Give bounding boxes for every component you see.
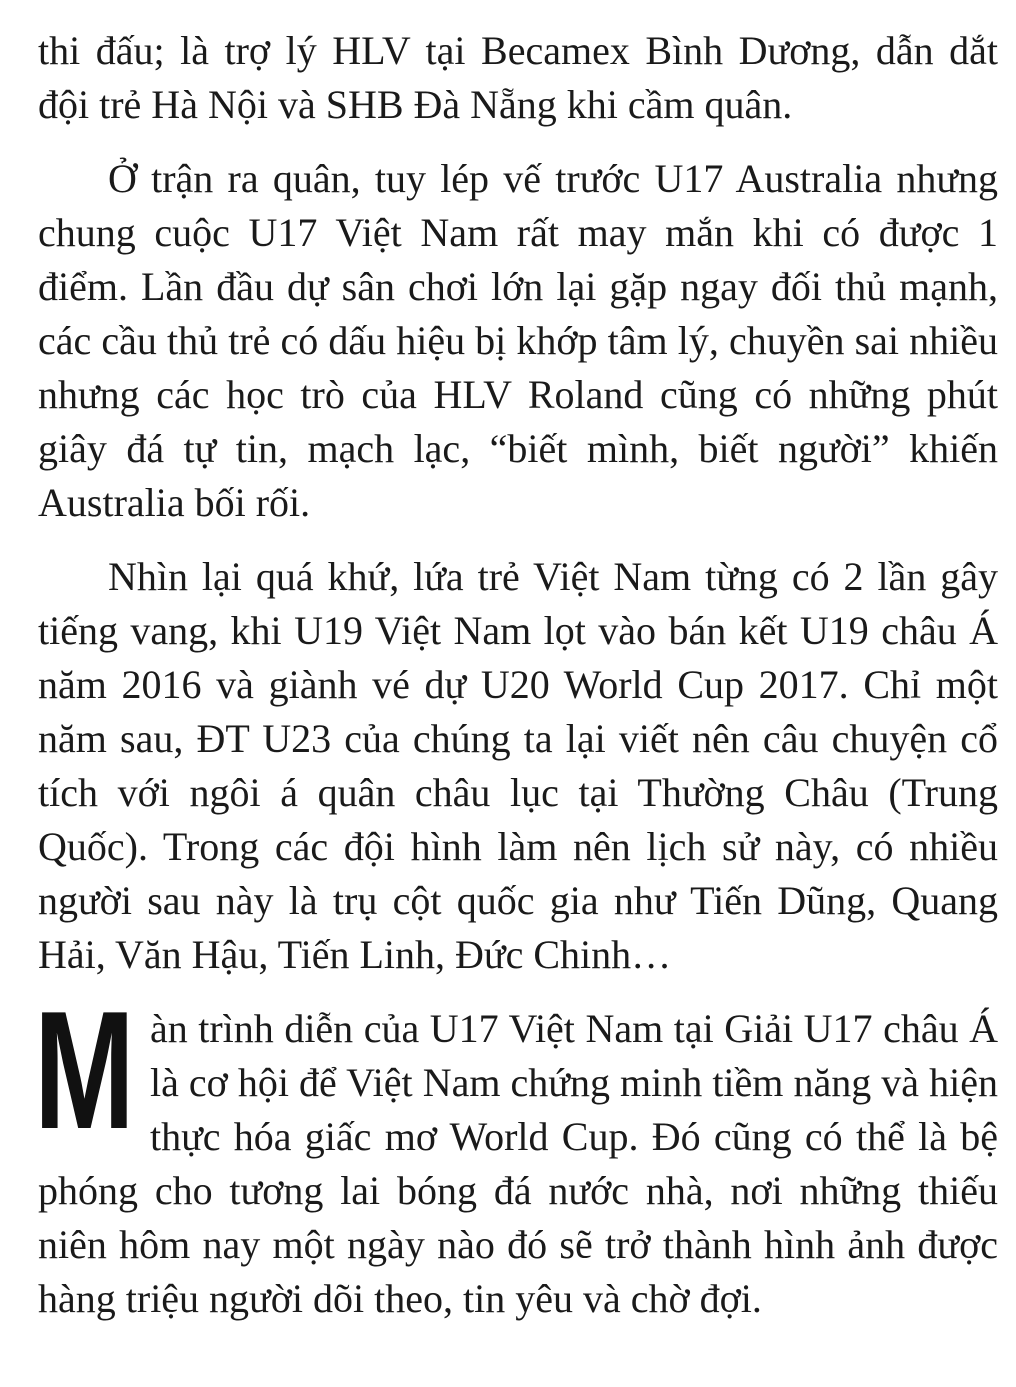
paragraph-closing [34,976,998,1326]
paragraph-opening-match: Ở trận ra quân, tuy lép vế trước U17 Australia nhưng chung cuộc U17 Việt Nam rất may mắn khi có được 1 điểm. Lần đầu dự sân chơi lớn lại gặp ngay đối thủ mạnh, các cầu thủ trẻ có dấu hiệu bị khớp tâm lý, chuyền sai nhiều nhưng các học trò của HLV Roland cũng có những phút giây đá tự tin, mạch lạc, “biết mình, biết người” khiến Australia bối rối. [38,156,998,525]
closing-text: àn trình diễn của U17 Việt Nam tại Giải U17 châu Á là cơ hội để Việt Nam chứng minh tiềm năng và hiện thực hóa giấc mơ World Cup. Đó cũng có thể là bệ phóng cho tương lai bóng đá nước nhà, nơi những thiếu niên hôm nay một ngày nào đó sẽ trở thành hình ảnh được hàng triệu người dõi theo, tin yêu và chờ đợi. [38,1006,998,1321]
drop-cap-letter: M [34,976,135,1164]
paragraph-history: Nhìn lại quá khứ, lứa trẻ Việt Nam từng có 2 lần gây tiếng vang, khi U19 Việt Nam lọt vào bán kết U19 châu Á năm 2016 và giành vé dự U20 World Cup 2017. Chỉ một năm sau, ĐT U23 của chúng ta lại viết nên câu chuyện cổ tích với ngôi á quân châu lục tại Thường Châu (Trung Quốc). Trong các đội hình làm nên lịch sử này, có nhiều người sau này là trụ cột quốc gia như Tiến Dũng, Quang Hải, Văn Hậu, Tiến Linh, Đức Chinh… [38,554,998,977]
article-body [34,24,998,1346]
paragraph-continuation: thi đấu; là trợ lý HLV tại Becamex Bình Dương, dẫn dắt đội trẻ Hà Nội và SHB Đà Nẵng khi cầm quân. [38,28,998,127]
